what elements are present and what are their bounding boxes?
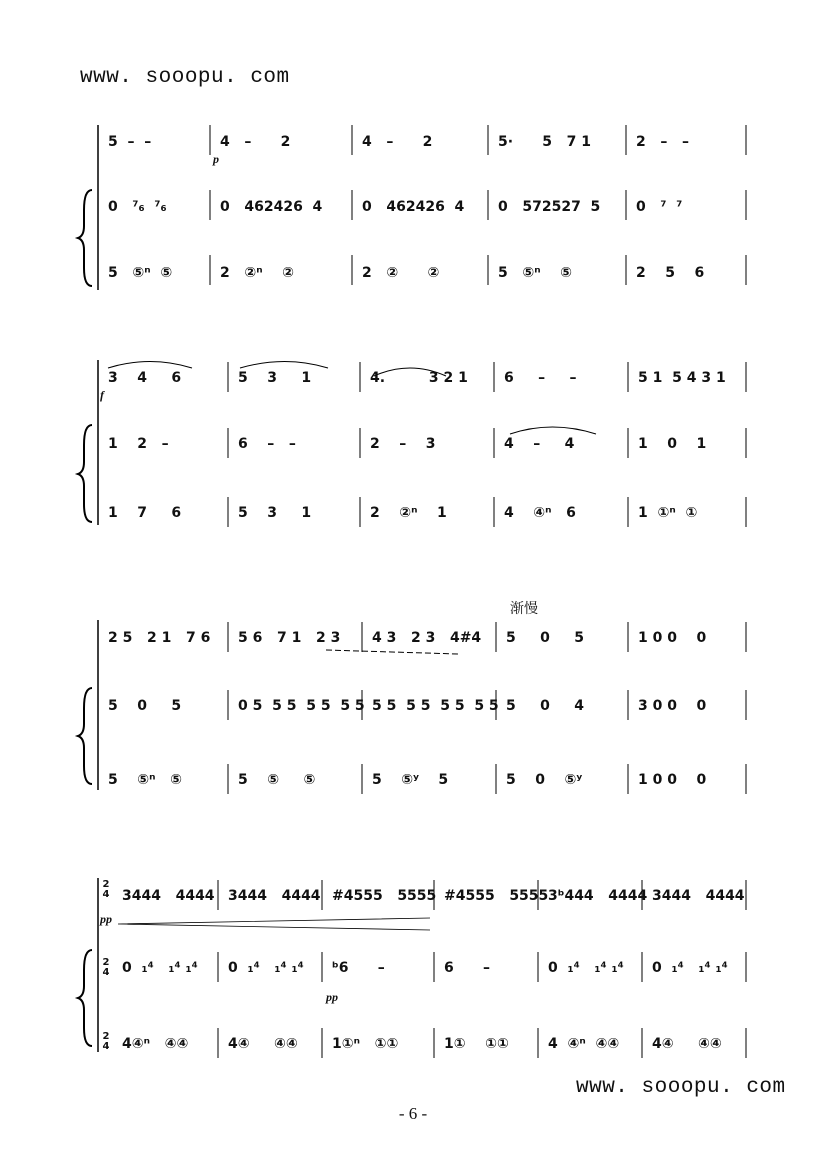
staff-row-2-3 [0, 498, 826, 528]
measure: 5 3 1 [238, 370, 312, 386]
dynamic-pp-middle: pp [326, 990, 338, 1004]
website-watermark-top: www. sooopu. com [80, 66, 290, 89]
measure: 1 0 0 0 [638, 630, 707, 646]
measure: 2 ②ⁿ ② [220, 265, 294, 281]
measure: 3ᵇ444 4444 [548, 888, 648, 904]
measure: 1①ⁿ ①① [332, 1036, 399, 1052]
measure: 5· 5 7 1 [498, 134, 592, 150]
measure: 3444 4444 [228, 888, 321, 904]
dynamic-p: p [213, 152, 219, 166]
measure: 4 – 4 [504, 436, 575, 452]
measure: 0 ⁷ ⁷ [636, 199, 683, 215]
measure: 2 5 6 [636, 265, 705, 281]
measure: 4. 3 2 1 [370, 370, 468, 386]
measure: 4 – 2 [220, 134, 291, 150]
measure: 3 0 0 0 [638, 698, 707, 714]
staff-row-3-1 [0, 623, 826, 653]
measure: 4④ ④④ [652, 1036, 722, 1052]
measure: 0 462426 4 [362, 199, 465, 215]
measure: 6 – – [504, 370, 577, 386]
measure: 3 4 6 [108, 370, 182, 386]
measure: 4 3 2 3 4#4 [372, 630, 482, 646]
measure: 0 572527 5 [498, 199, 601, 215]
measure: 1 0 1 [638, 436, 707, 452]
measure: 5 ⑤ⁿ ⑤ [108, 772, 182, 788]
measure: 6 – [444, 960, 490, 976]
measure: 5 – – [108, 134, 152, 150]
measure: 5 6 7 1 2 3 [238, 630, 341, 646]
measure: 4 ④ⁿ 6 [504, 505, 576, 521]
measure: 5 3 1 [238, 505, 312, 521]
measure: 5 0 ⑤ʸ [506, 772, 583, 788]
staff-row-3-3 [0, 765, 826, 795]
measure: 1 0 0 0 [638, 772, 707, 788]
staff-row-2-2 [0, 429, 826, 459]
time-signature-3: 2 4 [102, 1031, 110, 1052]
staff-row-4-3 [0, 1029, 826, 1059]
dynamic-f: f [100, 388, 104, 402]
measure: 2 ②ⁿ 1 [370, 505, 447, 521]
staff-row-4-2 [0, 953, 826, 983]
measure: 4④ⁿ ④④ [122, 1036, 189, 1052]
measure: 5 0 5 [108, 698, 182, 714]
measure: 0 ⁷₆ ⁷₆ [108, 199, 167, 215]
measure: 0 ₁⁴ ₁⁴ ₁⁴ [122, 960, 198, 976]
measure: 0 5 5 5 5 5 5 5 [238, 698, 365, 714]
measure: 2 – – [636, 134, 689, 150]
measure: 0 462426 4 [220, 199, 323, 215]
measure: ᵇ6 – [332, 960, 385, 976]
staff-row-1-2 [0, 192, 826, 222]
measure: 6 – – [238, 436, 296, 452]
measure: 1 ①ⁿ ① [638, 505, 698, 521]
measure: 5 ⑤ʸ 5 [372, 772, 449, 788]
measure: 4④ ④④ [228, 1036, 298, 1052]
staff-row-4-1 [0, 881, 826, 911]
staff-row-1-1 [0, 127, 826, 157]
measure: 0 ₁⁴ ₁⁴ ₁⁴ [228, 960, 304, 976]
measure: 2 5 2 1 7 6 [108, 630, 211, 646]
measure: 5 5 5 5 5 5 5 5 [372, 698, 499, 714]
staff-row-1-3 [0, 258, 826, 288]
measure: 3444 4444 [122, 888, 215, 904]
measure: 5 ⑤ ⑤ [238, 772, 316, 788]
website-watermark-bottom: www. sooopu. com [576, 1076, 786, 1099]
measure: 4 ④ⁿ ④④ [548, 1036, 620, 1052]
measure: 0 ₁⁴ ₁⁴ ₁⁴ [652, 960, 728, 976]
measure: 0 ₁⁴ ₁⁴ ₁⁴ [548, 960, 624, 976]
measure: 2 – 3 [370, 436, 436, 452]
measure: 2 ② ② [362, 265, 440, 281]
measure: 5 1 5 4 3 1 [638, 370, 726, 386]
time-signature-1: 2 4 [102, 879, 110, 900]
measure: #4555 5555 [444, 888, 549, 904]
measure: 3444 4444 [652, 888, 745, 904]
staff-row-2-1 [0, 363, 826, 393]
staff-row-3-2 [0, 691, 826, 721]
page-number: - 6 - [398, 1104, 428, 1123]
measure: 5 ⑤ⁿ ⑤ [108, 265, 173, 281]
measure: #4555 5555 [332, 888, 437, 904]
dynamic-pp: pp [100, 912, 112, 926]
measure: 1 7 6 [108, 505, 182, 521]
measure: 4 – 2 [362, 134, 433, 150]
measure: 1 2 – [108, 436, 169, 452]
measure: 5 ⑤ⁿ ⑤ [498, 265, 572, 281]
measure: 5 0 4 [506, 698, 584, 714]
time-signature-2: 2 4 [102, 957, 110, 978]
tempo-mark: 渐慢 [510, 601, 538, 617]
measure: 1① ①① [444, 1036, 509, 1052]
measure: 5 0 5 [506, 630, 584, 646]
